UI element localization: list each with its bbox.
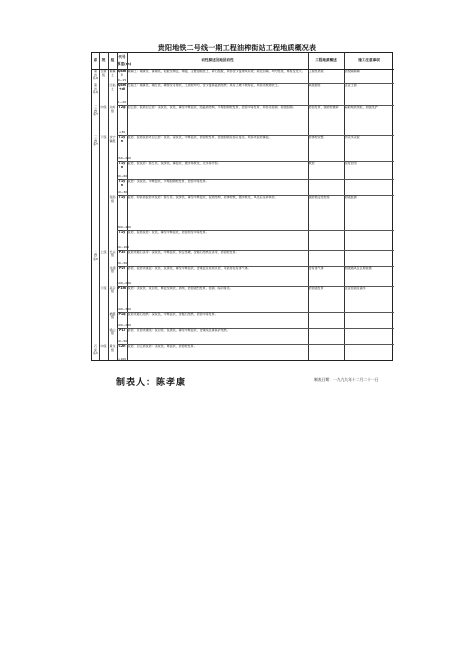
stratum-thickness: 100~200 (117, 322, 131, 327)
stratum-series: 全新统 (100, 69, 107, 77)
stratum-era (93, 231, 99, 249)
stratum-thickness: 300~400 (117, 224, 131, 229)
stratum-era: 第四系Q (92, 69, 99, 81)
stratum-group: 长兴组 (109, 249, 116, 258)
header-group: 组 (110, 58, 115, 62)
stratum-group: 永宁镇组 (109, 135, 116, 143)
stratum-code: P1l (119, 327, 125, 332)
stratum-engineering: 含有害气体 (308, 265, 324, 270)
stratum-thickness: >30 (118, 130, 126, 135)
stratum-group: 夜郎组 (109, 195, 116, 204)
stratum-thickness: 50~100 (117, 244, 130, 249)
stratum-era: 石炭系C (92, 343, 99, 356)
stratum-lithology: 砂岩、泥岩夹煤层：灰色、灰黑色，薄至中厚层状，含煤层及炭质页岩，可能存在有害气体。 (127, 265, 251, 270)
stratum-engineering (309, 329, 344, 343)
header-engineering: 工程地质概述 (315, 58, 337, 62)
stratum-group: 栖霞组 (109, 311, 116, 320)
stratum-hazards: 注意溶洞及涌水 (344, 285, 366, 290)
stratum-group (109, 231, 117, 249)
header-thickness: 厚度(m) (117, 62, 132, 66)
stratum-engineering: 围岩稳定性较差 (308, 195, 330, 200)
stratum-lithology: 灰岩、白云质灰岩：浅灰色，厚层状，岩溶较发育。 (127, 343, 197, 348)
stratum-series (100, 84, 108, 104)
stratum-lithology: 泥岩、泥灰岩：紫红色、灰绿色，薄层状，遇水易软化，失水易开裂。 (127, 161, 221, 166)
stratum-series: 中统 (100, 105, 107, 110)
stratum-era (93, 313, 99, 327)
stratum-code: T1yn (118, 161, 126, 169)
stratum-code: C2h (118, 343, 126, 348)
header-code: 代号 (118, 55, 126, 59)
stratum-engineering: 软岩 (308, 161, 315, 166)
stratum-group (109, 162, 117, 178)
stratum-hazards: 需挖除换填 (344, 69, 360, 73)
stratum-series (100, 267, 108, 285)
stratum-era (93, 267, 99, 285)
stratum-code: P1m (117, 285, 127, 290)
stratum-engineering: 具胀缩性 (308, 83, 321, 88)
stratum-series: 下统 (100, 285, 107, 290)
stratum-engineering (309, 251, 344, 265)
stratum-lithology: 灰岩夹燧石结核：深灰色，中厚层状，含燧石结核，岩溶中等发育。 (127, 311, 218, 316)
stratum-lithology: 灰岩、泥质灰岩：灰色，薄至中厚层状，岩溶弱至中等发育。 (127, 229, 209, 234)
stratum-hazards (345, 329, 394, 343)
stratum-engineering (309, 313, 344, 327)
stratum-lithology: 砂岩、页岩夹煤线：灰白色、灰黑色，薄至中厚层状，含煤线及黄铁矿结核。 (127, 327, 230, 332)
stratum-series (100, 162, 108, 178)
stratum-lithology: 灰岩夹燧石条带：深灰色，中厚层状，致密坚硬，含燧石结核及条带，岩溶较发育。 (127, 249, 239, 254)
stratum-thickness: 30~60 (117, 174, 128, 179)
stratum-era: 二叠系P (93, 249, 98, 261)
stratum-hazards: 注意土洞 (344, 83, 357, 88)
stratum-code: T1yn (118, 179, 126, 187)
stratum-group: 黄龙组 (109, 343, 116, 352)
header-lithology: 岩性描述及地层岩性 (201, 58, 234, 62)
stratum-code: T1y (118, 195, 126, 200)
stratum-hazards (345, 345, 394, 361)
stratum-series (100, 231, 108, 249)
table-date: 制表日期：一九九九年十二月二十一日 (314, 377, 379, 382)
stratum-era: 第四系Q (92, 83, 99, 95)
stratum-group (109, 180, 117, 194)
page-title: 贵阳地铁二号线一期工程油榨街站工程地质概况表 (157, 43, 317, 52)
stratum-thickness: 150~200 (117, 156, 131, 161)
stratum-hazards (345, 251, 394, 265)
stratum-lithology: 灰岩：浅灰色、灰白色，厚层至块状，质纯，岩溶强烈发育，溶洞、暗河常见。 (127, 285, 233, 290)
stratum-code: Q4ml (117, 69, 127, 77)
stratum-code: P1q (118, 311, 126, 316)
stratum-group: 素填土 (109, 69, 116, 77)
stratum-engineering: 工程性质差 (308, 69, 324, 73)
stratum-series: 中统 (100, 343, 107, 348)
stratum-lithology: 素填土：褐黄色、黄褐色，松散至稍密，稍湿，主要由粘性土、碎石组成，局部含少量建筑垃圾；新近回填，均匀性差，厚度变化大。 (127, 69, 305, 73)
stratum-lithology: 白云岩、泥质白云岩：浅灰色、灰色，薄至中厚层状，隐晶质结构，节理裂隙较发育，岩溶中等发育，局部见溶洞、溶蚀裂隙。 (127, 105, 296, 110)
stratum-series (100, 196, 108, 228)
stratum-hazards: 防突水突泥 (344, 135, 360, 140)
stratigraphy-table (91, 52, 393, 361)
stratum-engineering: 岩溶发育，围岩较破碎 (308, 105, 339, 110)
stratum-engineering (309, 180, 344, 194)
stratum-engineering (309, 345, 344, 361)
stratum-era: 三叠系T (93, 105, 98, 117)
stratum-lithology: 泥岩、粉砂质泥岩夹灰岩：紫红色、灰绿色，薄至中厚层状，泥质结构，岩体较软，遇水软化，风化后呈碎块状。 (127, 195, 278, 200)
stratum-hazards: 加强监测 (344, 195, 357, 200)
stratum-code: T2g (118, 105, 126, 110)
stratum-lithology: 灰岩：浅灰色，中厚层状，节理裂隙较发育，岩溶中等发育。 (127, 179, 209, 184)
stratum-thickness: 10~50 (117, 338, 128, 343)
stratum-group: 茅口组 (109, 285, 116, 294)
stratum-group: 龙潭组 (109, 265, 116, 274)
stratum-lithology: 红粘土：褐黄色、褐红色，硬塑至可塑状，土质较均匀，含少量铁锰质结核；具有上硬下软特征，局部见软塑状土。 (127, 83, 281, 88)
author-signature: 制表人：陈孝康 (116, 378, 187, 388)
stratum-hazards: 加强通风及瓦斯检测 (344, 265, 372, 270)
stratum-era (93, 180, 99, 194)
stratum-code: Q4el+dl (117, 83, 127, 91)
stratum-series (100, 180, 108, 194)
stratum-code: T1y (118, 229, 126, 234)
stratum-thickness: 100~200 (117, 280, 131, 285)
stratum-era (93, 329, 99, 343)
stratum-thickness: 0~15 (117, 78, 127, 83)
stratum-series: 上统 (100, 249, 107, 254)
stratum-engineering (309, 231, 344, 249)
stratum-era (93, 196, 99, 228)
stratum-hazards (345, 231, 394, 249)
stratum-hazards (345, 313, 394, 327)
stratum-hazards: 超前地质预报，加强支护 (344, 105, 378, 110)
stratum-group: 红粘土 (109, 83, 116, 91)
stratum-thickness: 20~50 (117, 260, 128, 265)
stratum-hazards: 及时封闭 (344, 161, 357, 166)
stratum-thickness: >100 (117, 357, 127, 361)
stratum-thickness: 1~20 (117, 100, 127, 105)
stratum-thickness: 100~300 (117, 306, 131, 311)
stratum-group: 梁山组 (109, 327, 116, 336)
stratum-era: 三叠系T (93, 135, 98, 147)
stratum-era (93, 162, 99, 178)
stratum-group: 关岭组 (109, 105, 116, 113)
header-hazards: 施工注意事项 (358, 58, 380, 62)
stratum-era (93, 287, 99, 311)
header-series: 统 (101, 58, 106, 62)
stratum-engineering: 岩溶强发育 (308, 285, 324, 290)
stratum-series (100, 313, 108, 327)
stratum-series: 下统 (100, 135, 107, 140)
stratum-code: P2l (119, 265, 125, 270)
stratum-code: P2c (118, 249, 126, 254)
stratum-engineering: 岩体较完整 (308, 135, 324, 140)
stratum-code: T1yn (118, 135, 126, 143)
stratum-hazards (345, 180, 394, 194)
stratum-thickness: 10~30 (117, 190, 128, 195)
stratum-series (100, 329, 108, 343)
stratum-lithology: 灰岩、泥质灰岩夹白云岩：灰色、深灰色，中厚层状，岩溶较发育，溶蚀裂隙及溶孔常见，局部夹泥岩薄层。 (127, 135, 272, 140)
header-era: 系 (93, 58, 98, 62)
